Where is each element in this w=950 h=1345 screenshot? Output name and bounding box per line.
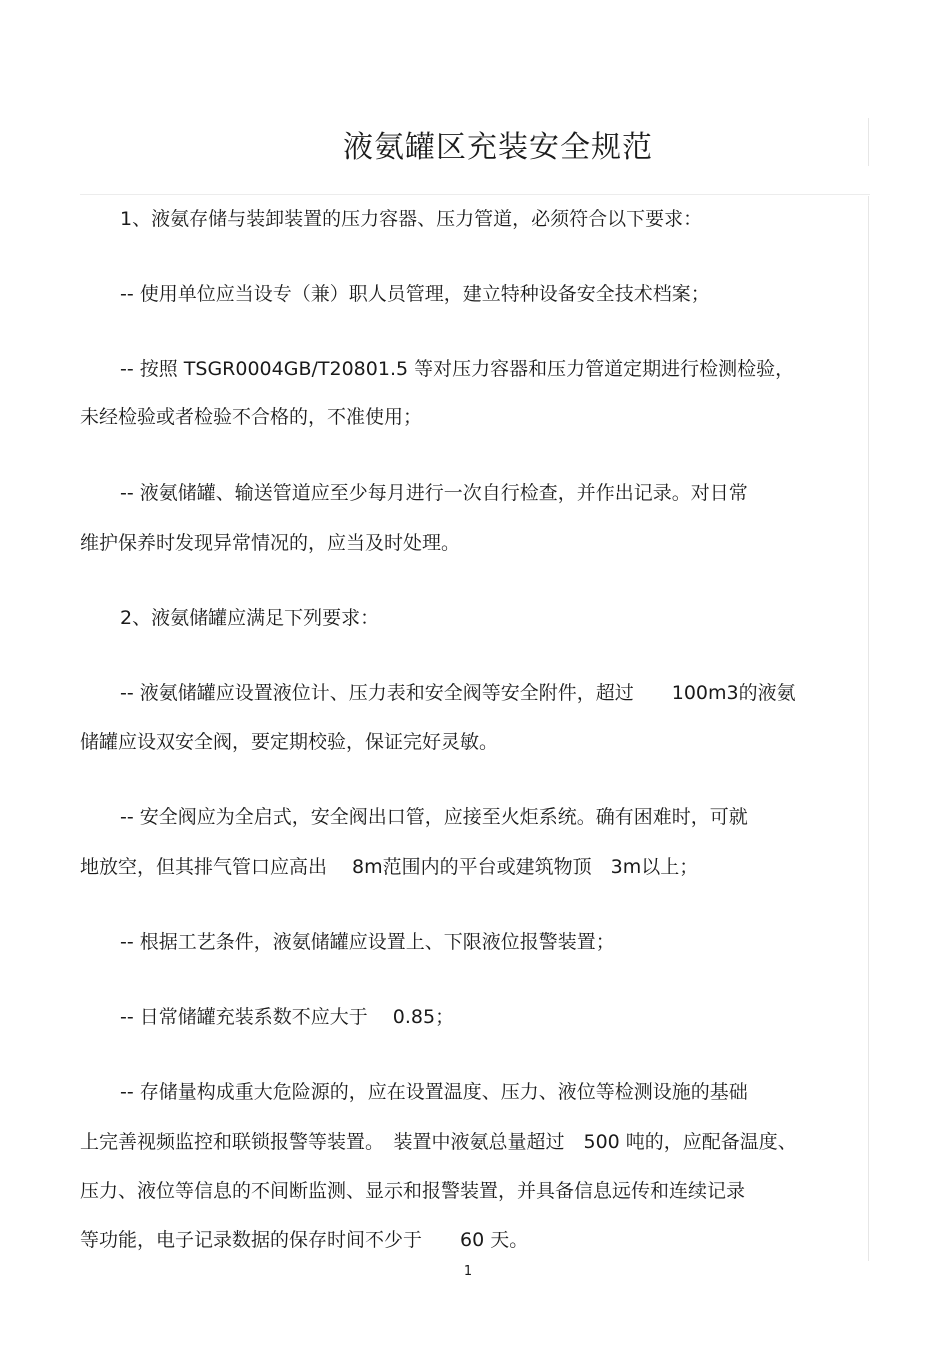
paragraph-line: 未经检验或者检验不合格的，不准使用； (80, 406, 423, 428)
header-divider (80, 194, 870, 195)
paragraph-line: 压力、液位等信息的不间断监测、显示和报警装置，并具备信息远传和连续记录 (80, 1180, 746, 1202)
paragraph-line: 上完善视频监控和联锁报警等装置。 装置中液氨总量超过 500 吨的，应配备温度、 (80, 1131, 797, 1153)
paragraph-line: 等功能，电子记录数据的保存时间不少于 60 天。 (80, 1229, 529, 1251)
paragraph-line: -- 根据工艺条件，液氨储罐应设置上、下限液位报警装置； (120, 931, 615, 953)
paragraph-line: 地放空，但其排气管口应高出 8m范围内的平台或建筑物顶 3m以上； (80, 856, 699, 878)
paragraph-line: -- 液氨储罐、输送管道应至少每月进行一次自行检查，并作出记录。对日常 (120, 482, 748, 504)
paragraph-line: 储罐应设双安全阀，要定期校验，保证完好灵敏。 (80, 731, 499, 753)
section-1-heading: 1、液氨存储与装卸装置的压力容器、压力管道，必须符合以下要求： (120, 208, 703, 230)
paragraph-line: -- 液氨储罐应设置液位计、压力表和安全阀等安全附件，超过 100m3的液氨 (120, 682, 796, 704)
paragraph-line: -- 日常储罐充装系数不应大于 0.85； (120, 1006, 455, 1028)
paragraph-line: -- 安全阀应为全启式，安全阀出口管，应接至火炬系统。确有困难时，可就 (120, 806, 748, 828)
page-number: 1 (463, 1264, 473, 1279)
paragraph-line: 维护保养时发现异常情况的，应当及时处理。 (80, 532, 461, 554)
paragraph-line: -- 按照 TSGR0004GB/T20801.5 等对压力容器和压力管道定期进行检测检验， (120, 358, 795, 380)
section-2-heading: 2、液氨储罐应满足下列要求： (120, 607, 380, 629)
paragraph-line: -- 使用单位应当设专（兼）职人员管理，建立特种设备安全技术档案； (120, 283, 710, 305)
margin-rule-right (868, 196, 869, 1261)
document-title: 液氨罐区充装安全规范 (343, 130, 653, 165)
paragraph-line: -- 存储量构成重大危险源的，应在设置温度、压力、液位等检测设施的基础 (120, 1081, 748, 1103)
